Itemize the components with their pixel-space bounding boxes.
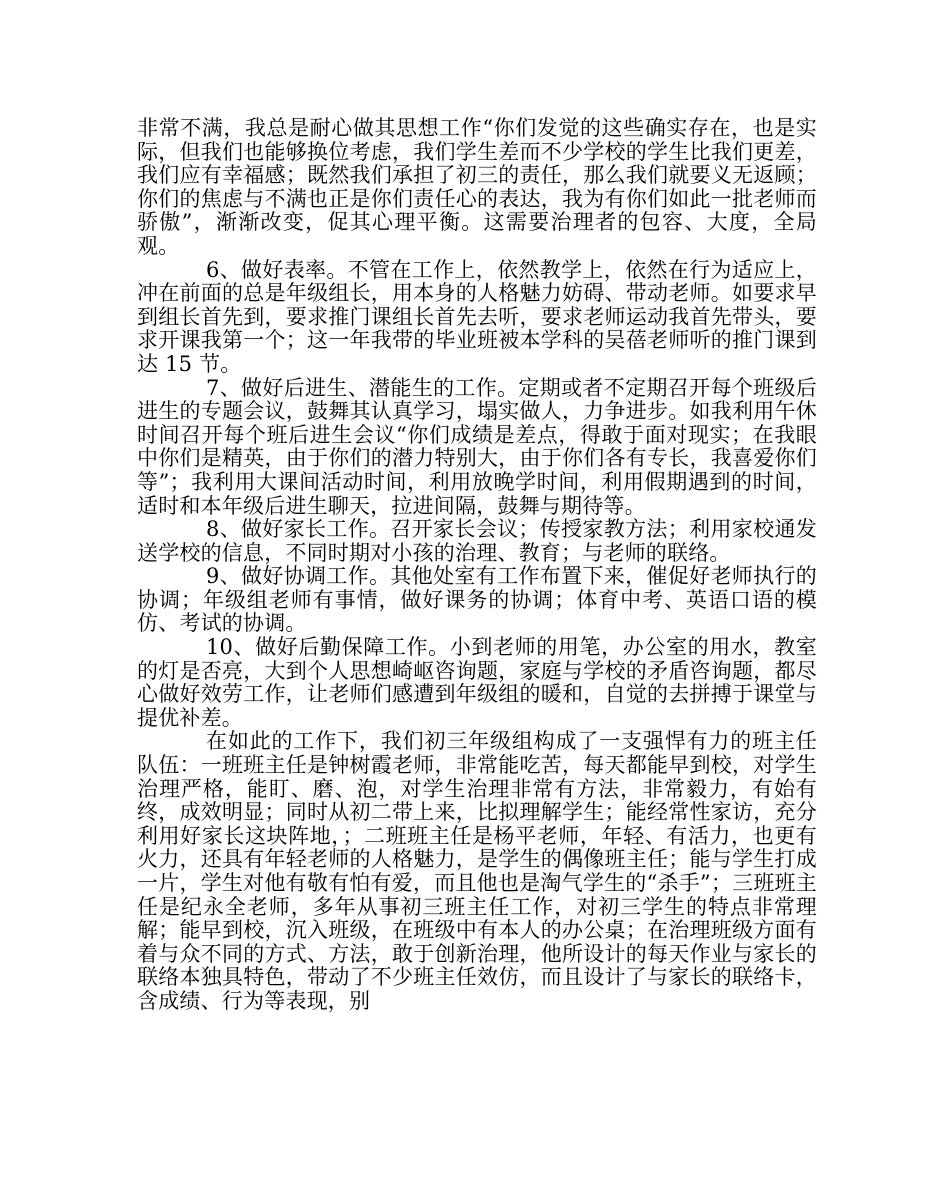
paragraph-team-summary: 在如此的工作下，我们初三年级组构成了一支强悍有力的班主任队伍：一班班主任是钟树霞老师，非常能吃苦，每天都能早到校，对学生治理严格，能盯、磨、泡，对学生治理非常有方法，非常毅力，有始有终，成效明显；同时从初二带上来，比拟理解学生；能经常性家访，充分利用好家长这块阵地，；二班班主任是杨平老师，年轻、有活力，也更有火力，还具有年轻老师的人格魅力，是学生的偶像班主任；能与学生打成一片，学生对他有敬有怕有爱，而且他也是淘气学生的“杀手”；三班班主任是纪永全老师，多年从事初三班主任工作，对初三学生的特点非常理解；能早到校，沉入班级，在班级中有本人的办公桌；在治理班级方面有着与众不同的方式、方法，敢于创新治理，他所设计的每天作业与家长的联络本独具特色，带动了不少班主任效仿，而且设计了与家长的联络卡，含成绩、行为等表现，别 [137, 729, 817, 1013]
paragraph-item-9: 9、做好协调工作。其他处室有工作布置下来，催促好老师执行的协调；年级组老师有事情，做好课务的协调；体育中考、英语口语的模仿、考试的协调。 [137, 564, 817, 636]
paragraph-item-8: 8、做好家长工作。召开家长会议；传授家教方法；利用家校通发送学校的信息，不同时期对小孩的治理、教育；与老师的联络。 [137, 517, 817, 565]
paragraph-item-7: 7、做好后进生、潜能生的工作。定期或者不定期召开每个班级后进生的专题会议，鼓舞其认真学习，塌实做人，力争进步。如我利用午休时间召开每个班后进生会议“你们成绩是差点，得敢于面对现实；在我眼中你们是精英，由于你们的潜力特别大，由于你们各有专长，我喜爱你们等”；我利用大课间活动时间，利用放晚学时间，利用假期遇到的时间，适时和本年级后进生聊天，拉进间隔，鼓舞与期待等。 [137, 375, 817, 518]
document-body [137, 117, 817, 1014]
paragraph-item-10: 10、做好后勤保障工作。小到老师的用笔，办公室的用水，教室的灯是否亮，大到个人思想崎岖咨询题，家庭与学校的矛盾咨询题，都尽心做好效劳工作，让老师们感遭到年级组的暖和，自觉的去拼搏于课堂与提优补差。 [137, 635, 817, 730]
paragraph-item-6: 6、做好表率。不管在工作上，依然教学上，依然在行为适应上，冲在前面的总是年级组长，用本身的人格魅力妨碍、带动老师。如要求早到组长首先到，要求推门课组长首先去听，要求老师运动我首先带头，要求开课我第一个；这一年我带的毕业班被本学科的吴蓓老师听的推门课到达 15 节。 [137, 257, 817, 376]
paragraph-continuation: 非常不满，我总是耐心做其思想工作“你们发觉的这些确实存在，也是实际，但我们也能够换位考虑，我们学生差而不少学校的学生比我们更差，我们应有幸福感；既然我们承担了初三的责任，那么我们就要义无返顾；你们的焦虑与不满也正是你们责任心的表达，我为有你们如此一批老师而骄傲”，渐渐改变，促其心理平衡。这需要治理者的包容、大度，全局观。 [137, 116, 817, 258]
